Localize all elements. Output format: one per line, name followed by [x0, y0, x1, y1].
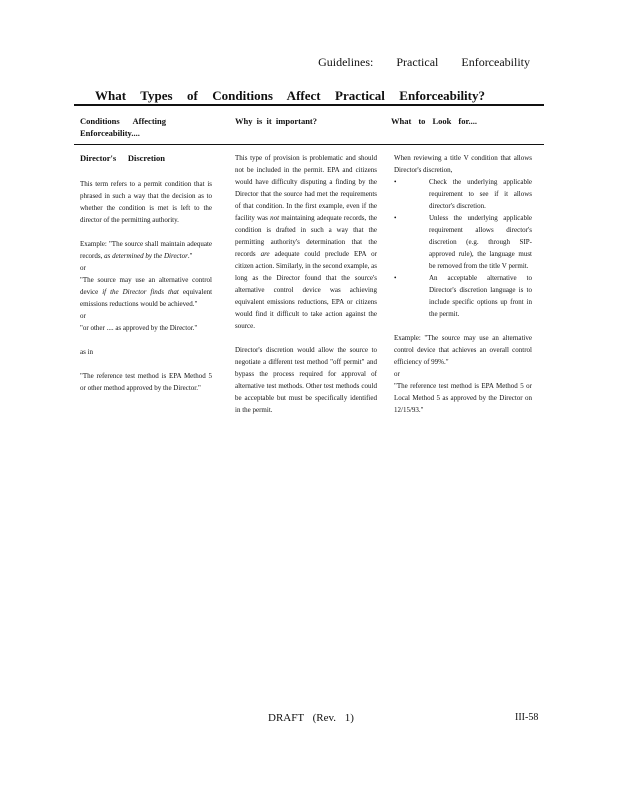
definition-text: This term refers to a permit condition that is phrased in such a way that the decision as to whether the condition is met is left to the director of the permitting authority.: [80, 180, 212, 224]
look-for-example-2: "The reference test method is EPA Method 5 or Local Method 5 as approved by the Director on 12/15/93.": [394, 382, 532, 414]
or-text: or: [394, 370, 400, 378]
column-header-conditions-line2: Enforceability....: [80, 128, 140, 138]
or-text: or: [80, 312, 86, 320]
p1-text-a: This type of provision is problematic and should not be included in the permit. EPA and citizens would have difficulty disputing a finding by the Director that the source had met the requirements of that condition. In the first example, even if the facility was: [235, 154, 377, 222]
bullet-item: [394, 212, 532, 272]
column-header-conditions: Conditions Affecting: [80, 116, 166, 126]
top-rule: [74, 104, 544, 106]
running-head: Guidelines: Practical Enforceability: [318, 55, 530, 69]
example-3: "or other .... as approved by the Director.": [80, 324, 198, 332]
bullet-item: [394, 272, 532, 320]
or-text: or: [80, 264, 86, 272]
column-header-what: What to Look for....: [391, 116, 477, 126]
p1-text-e: adequate could preclude EPA or citizen action. Similarly, in the second example, as long as the Director found that the source's alternative control device was achieving equivalent emissions reductions, EPA or citizens would find it difficult to take action against the source.: [235, 250, 377, 330]
example-1-end: .": [187, 252, 193, 260]
bullet-text: Unless the underlying applicable requirement allows director's discretion (e.g. through SIP-approved rule), the language must be removed from the title V permit.: [429, 214, 532, 270]
bullet-icon: •: [394, 214, 397, 222]
draft-footer: DRAFT (Rev. 1): [268, 712, 354, 724]
look-for-example-1: Example: "The source may use an alternative control device that achieves an overall control efficiency of 99%.": [394, 334, 532, 366]
as-in-text: as in: [80, 348, 94, 356]
importance-paragraph-1: [235, 152, 377, 332]
header-rule: [74, 144, 544, 145]
example-2-text: "The source may use an alternative control device: [80, 276, 212, 296]
example-1-italic: as determined by the Director: [104, 252, 188, 260]
importance-paragraph-2: Director's discretion would allow the source to negotiate a different test method "off permit" and bypass the process required for approval of alternative test methods. Other test methods could be acceptable but must be specifically identified in the permit.: [235, 346, 377, 414]
example-2-end: equivalent emissions reductions would be achieved.": [80, 288, 213, 308]
p1-text-c: maintaining adequate records, the condition is drafted in such a way that the permitting authority's determination that the records: [235, 214, 377, 258]
example-1: [80, 238, 212, 262]
example-1-text: Example: "The source shall maintain adequate records,: [80, 240, 212, 260]
look-for-column: [394, 152, 532, 416]
bullet-item: [394, 176, 532, 212]
bullet-icon: •: [394, 274, 397, 282]
example-2-italic: if the Director finds that: [102, 288, 179, 296]
page-number: III-58: [515, 712, 539, 723]
bullet-text: An acceptable alternative to Director's discretion language is to include specific options up front in the permit.: [429, 274, 532, 318]
look-for-intro: When reviewing a title V condition that allows Director's discretion,: [394, 154, 532, 174]
bullet-text: Check the underlying applicable requirement to see if it allows director's discretion.: [429, 178, 532, 210]
p1-italic-are: are: [260, 250, 270, 258]
conditions-column: [80, 152, 212, 394]
p1-italic-not: not: [270, 214, 280, 222]
importance-column: [235, 152, 377, 416]
page-title: What Types of Conditions Affect Practical Enforceability?: [95, 88, 485, 103]
example-2: [80, 274, 212, 310]
bullet-icon: •: [394, 178, 397, 186]
column-header-why: Why is it important?: [235, 116, 317, 126]
example-4: "The reference test method is EPA Method 5 or other method approved by the Director.": [80, 372, 212, 392]
section-subhead: Director's Discretion: [80, 153, 165, 163]
